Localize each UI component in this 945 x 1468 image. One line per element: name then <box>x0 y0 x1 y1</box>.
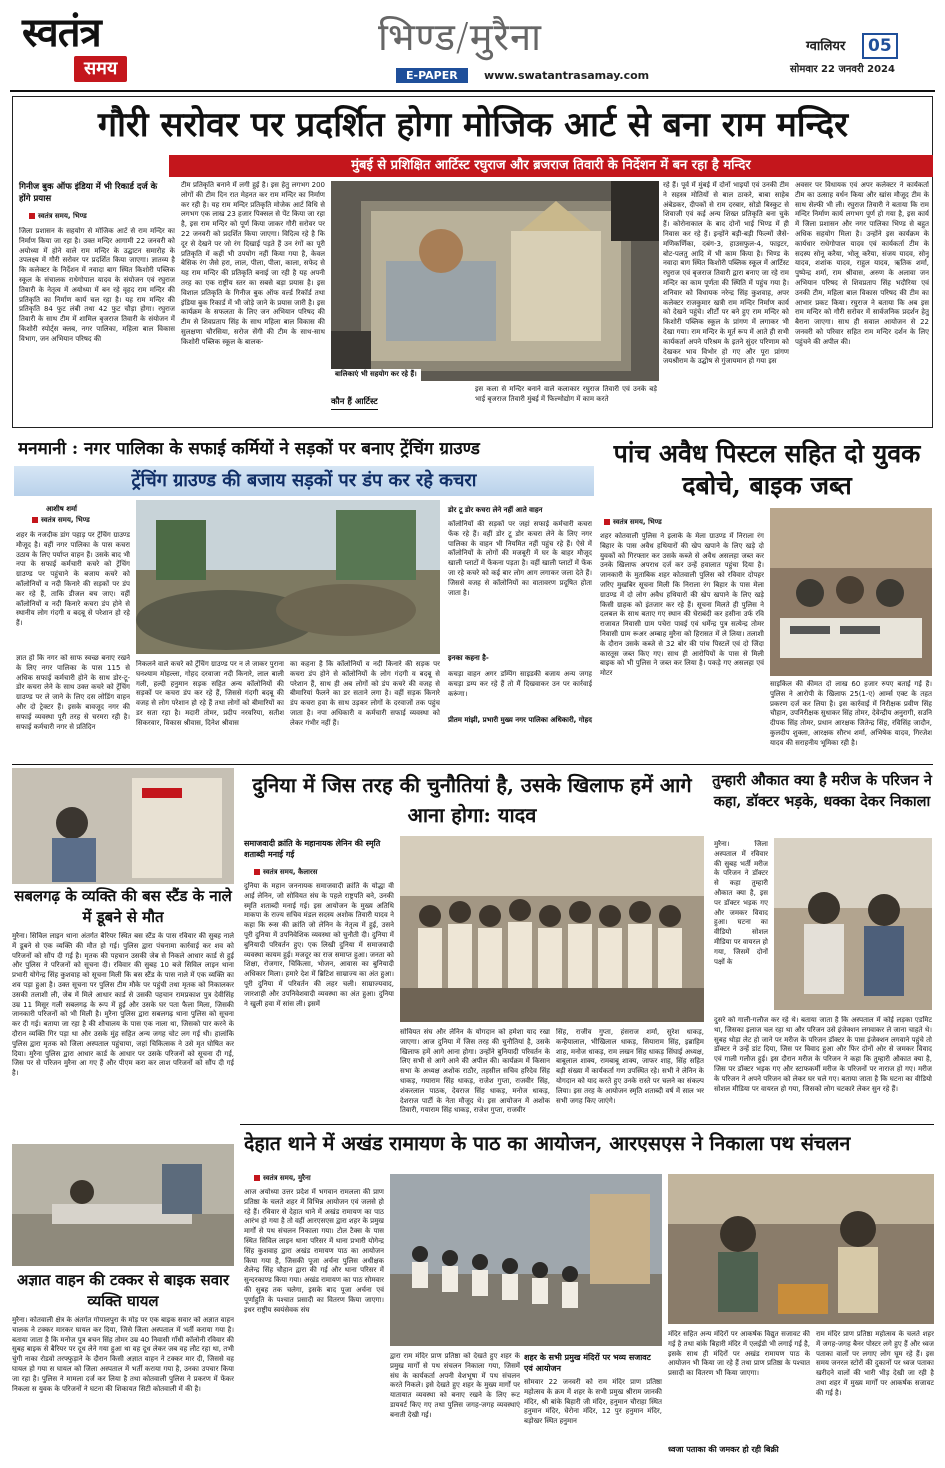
page-number: 05 <box>862 33 898 59</box>
pistol-col1: शहर कोतवाली पुलिस ने इलाके के मेला ग्राउण्ड में निराला रंग बिहार के पास अवैध हथियारों की खेप खपाने के लिए खड़े दो युवकों को गिरफ्तार कर उसके कब्जे से अवैध असलहा जब्त कर उनके खिलाफ अपराध दर्ज कर उन्हें हवालात पहुंचा दिया है। जानकारी के मुताबिक शहर कोतवाली पुलिस को रविवार दोपहर जरिए मुखबिर सूचना मिली कि निराला रंग बिहार के पास मेला ग्राउण्ड में दो लोग अवैध हथियारों की खेप खपाने के लिए खड़े किसी ग्राहक को इंतजार कर रहे हैं। सूचना मिलते ही पुलिस ने दलबल के साथ बताए गए स्थान की घेराबंदी कर हसीना उर्फ रवि राजावत निवासी ग्राम पचेरा पावई एवं धर्मेन्द्र पुत्र सत्येन्द्र तोमर निवासी ग्राम रूअर अम्बाह मुरैना को हिरासत में ले लिया। तलाशी के दौरान उसके कब्जे से 32 बोर की पांच पिस्टलें एवं दो जिंदा कारतूस जब्त किए गए। साथ ही आरोपियों के पास से मिली बाइक को भी पुलिस ने जब्त कर लिया है। पकड़े गए असलहा एवं मोटर <box>600 532 764 678</box>
ramayan-col2: द्वारा राम मंदिर प्राण प्रतिष्ठा को देखते हुए शहर के प्रमुख मार्गों से पथ संचलन निकाला गया, जिसमें संघ के कार्यकर्ता अपनी वेशभूषा में पथ संचलन करते निकले। इसे देखते हुए शहर के मुख्य मार्गों पर यातायात व्यवस्था को बनाए रखने के लिए रूट डायवर्ट किए गए तथा पुलिस जगह-जगह व्यवस्थाएं बनाती देखी गई। <box>390 1352 520 1419</box>
trench-col1b: ज्ञात हो कि नगर को साफ स्वच्छ बनाए रखने के लिए नगर पालिका के पास 115 से अधिक सफाई कर्मचारी होने के साथ डोर-टू-डोर कचरा लेने के साथ उक्त कचरे को ट्रेंचिंग ग्राउण्ड पर ले जाने के लिए दस लोडिंग वाहन और दो ट्रेक्टर हैं। इसके बावजूद नगर की सफाई व्यवस्था पूरी तरह से चरमरा रही है। सफाई कर्मचारी नगर से प्रतिदिन <box>16 654 130 731</box>
ram-mandir-mosaic-image <box>331 181 659 381</box>
ramayan-col3: सोमवार 22 जनवरी को राम मंदिर प्राण प्रतिष्ठा महोत्सव के क्रम में शहर के सभी प्रमुख श्रीराम जानकी मंदिर, श्री बांके बिहारी जी मंदिर, हनुमान चौराहा स्थित हनुमान मंदिर, घेरोना मंदिर, 12 पुर हनुमान मंदिर, बड़ोखर स्थित हनुमान <box>524 1378 662 1426</box>
yadav-col3: सिंह, राजीव गुप्ता, हंसराज शर्मा, सुरेश धाकड़, कन्हैयालाल, भीखिलाल धाकड़, सियाराम सिंह, इब्राहिम शाह, मनोज धाकड़, राम लखन सिंह धाकड़ सिंघाई अध्यक्ष, बाबूलाल शाक्य, रामबाबू शाक्य, जाफर शाह, सिंह सहित बड़ी संख्या में कार्यकर्ता गण उपस्थित रहे। सभी ने लेनिन के योगदान को याद करते हुए उनके रास्ते पर चलने का संकल्प लिया। इस तरह के आयोजन स्मृति शताब्दी वर्ष में साल भर सभी जगह किए जाएंगे। <box>556 1028 704 1105</box>
bus-hospital-photo <box>12 768 234 884</box>
bus-text: मुरैना। सिविल लाइन थाना अंतर्गत बैरियर स्थित बस स्टैंड के पास रविवार की सुबह नाले में डूबने से एक व्यक्ति की मौत हो गई। पुलिस द्वारा पंचनामा कार्रवाई कर शव को परिजनों को सौंप दी गई है। मृतक की पहचान उसकी जेब से निकले आधार कार्ड से हुई और पुलिस ने परिजनों को सूचना दी। रविवार की सुबह 10 बजे सिविल लाइन थाना प्रभारी योगेन्द्र सिंह कुशवाह को सूचना मिली कि बस स्टैंड के पास नाले में एक व्यक्ति का शव पड़ा हुआ है। उक्त सूचना पर पुलिस टीम मौके पर पहुंची तथा मृतक को निकालकर उसकी तलाशी ली, जेब में मिले आधार कार्ड से उसकी पहचान रामप्रकाश पुत्र देवीसिंह उम्र 11 मिसूर गली सबलगढ़ के रूप में हुई और उसके घर पता फैला मिला, जिसकी जानकारी परिजनों को भी मिली है। मुरैना पुलिस द्वारा सबलगढ़ थाना पुलिस को सूचना कर दी गई। बताया जा रहा है की शौचालय के पास एक नाला था, जिसको पार करने के दौरान व्यक्ति गिर पड़ा था और उसके मुंह सहित अन्य जगह चोट लग गई थी। हालांकि पुलिस द्वारा मृतक को जिला अस्पताल पहुंचाया, जहां चिकित्सक ने उसे मृत घोषित कर दिया। मुरैना पुलिस द्वारा आधार कार्ड के आधार पर उसके परिजनों को सूचना दी गई, जिस पर से परिजन मुरैना आ गए हैं और पीएम करा कर लाश परिजनों को सौंप दी गई है। <box>12 932 234 1078</box>
doctor-headline: तुम्हारी औकात क्या है मरीज के परिजन ने कहा, डॉक्टर भड़के, धक्का देकर निकाला <box>712 772 932 810</box>
rss-march-photo <box>390 1174 662 1346</box>
trench-story <box>12 432 596 760</box>
yadav-col1: दुनिया के महान जननायक समाजवादी क्रांति के योद्धा वी आई लेनिन, जो सोवियत संघ के पहले राष्ट्रपति बने, उनकी स्मृति शताब्दी मनाई गई। इस आयोजन के मुख्य अतिथि माकपा के राज्य सचिव मंडल सदस्य अशोक तिवारी यादव ने कहा कि रूस की क्रांति जो लेनिन के नेतृत्व में हुई, उसने पूरी दुनिया में उपनिवेशिक व्यवस्था को चुनौती दी। दुनिया में बुनियादी परिवर्तन हुए। एक लिखी दुनिया में समाजवादी व्यवस्था कायम हुई। मजदूर का राज समाप्त हुआ। जनता को शिक्षा, रोजगार, चिकित्सा, भोजन, आवास का बुनियादी अधिकार मिला। हमारे देश में ब्रिटिश साम्राज्य का अंत हुआ। पूरी दुनिया में परिवर्तन की लहर चली। साम्राज्यवाद, जारशाही और उपनिवेशवादी व्यवस्था का अंत हुआ। दुनिया ने खुली हवा में सांस ली। इसमें <box>244 882 394 1008</box>
lead-headline: गौरी सरोवर पर प्रदर्शित होगा मोजिक आर्ट से बना राम मन्दिर <box>97 105 849 145</box>
doctor-text: दुसरे को गाली-गलौज कर रहे थे। बताया जाता है कि अस्पताल में कोई लड़का एडमिट था, जिसका इलाज चल रहा था और परिजन उसे इंजेक्शन लगवाकर ले जाना चाहते थे। सुबह थोड़ा लेट हो जाने पर मरीज के परिजन डॉक्टर के पास इंजेक्शन लगवाने पहुंचे तो डॉक्टर ने उन्हें डांट दिया, जिस पर विवाद हुआ और फिर दोनों ओर से जमकर विवाद एवं गाली गलौज हुई। इस दौरान मरीज के परिजन ने कहा कि तुम्हारी औकात क्या है, जिस पर डॉक्टर भड़क गए और स्टाफकर्मी मरीज के परिजनों पर नाराज हो गए। मरीज के परिजन ने अपने परिजन को लेकर घर चले गए। बताया जाता है कि घटना का वीडियो सोशल मीडिया पर वायरल हो गया, जिसको लोग चटकारे लेकर सुन रहे हैं। <box>714 1016 932 1093</box>
yadav-group-photo <box>400 836 704 1022</box>
ramayan-kicker2: शहर के सभी प्रमुख मंदिरों पर भव्य सजावट एवं आयोजन <box>524 1353 651 1373</box>
issue-date: सोमवार 22 जनवरी 2024 <box>790 64 895 75</box>
police-press-icon <box>770 508 932 676</box>
artist-head: कौन हैं आर्टिस्ट <box>331 397 378 410</box>
garbage-photo <box>136 500 440 654</box>
pistol-byline: स्वतंत्र समय, भिण्ड <box>604 518 662 528</box>
city-label: ग्वालियर <box>806 39 846 54</box>
yadav-byline: स्वतंत्र समय, कैलारस <box>254 868 318 878</box>
pistol-col2: साइकिल की कीमत दो लाख 60 हजार रुपए बताई गई है। पुलिस ने आरोपी के खिलाफ 25(1-ए) आर्म्स एक्ट के तहत प्रकरण दर्ज कर लिया है। इस कार्रवाई में निरीक्षक प्रवीण सिंह चौहान, उपनिरीक्षक सुधाकर सिंह तोमर, देवेन्द्रीय अनुरागी, सउनि दीपक सिंह तोमर, प्रधान आरक्षक जितेन्द्र सिंह, रविसिंह जादौन, कुलदीप शुक्ला, आरक्षक सौरभ शर्मा, अभिषेक यादव, गिरजेश यादव की सराहनीय भूमिका रही है। <box>770 680 932 747</box>
lead-col4: रहे हैं। पूर्व में मुंबई में दोनों भाइयों एवं उनकी टीम ने सहस्त्र मोतियों से बाल ठाकरे, बाबा साहेब अंबेडकर, दीपकों से राम दरबार, सोडो बिस्कुट से शिवाजी एवं कई अन्य शिख्त प्रतिकृति बना चुके हैं। कोरोनाकाल के बाद दोनों भाई भिण्ड में ही निवास कर रहे हैं। इन्होंने बड़ी-बड़ी फिल्मों जैसे- मणिकर्णिका, दबंग-3, हाउसफुल-4, फाइटर, बोट-पलतु आदि में भी काम किया है। भिण्ड के नवादा बाग स्थित किशोरी पब्लिक स्कूल में आर्टिस्ट रघुराज एवं बृजराज तिवारी द्वारा बनाए जा रहे राम मन्दिर का काम पूर्णता की स्थिति में पहुंच गया है। शनिवार को विधायक नरेन्द्र सिंह कुशवाह, अपर कलेक्टर राजकुमार खत्री राम मन्दिर निर्माण कार्य को देखने पहुंचे। शीर्टों पर बने हुए राम मन्दिर को किशोरी पब्लिक स्कूल के प्रांगण में लगाकर भी देखा गया। राम मन्दिर के मूर्त रूप में आते ही सभी कार्यकर्ता अपने परिश्रम के इतने सुंदर परिणाम को देखकर भाव विभोर हो गए और पूरा प्रांगण जयश्रीराम के उद्घोष से गुंजायमान हो गया इस <box>663 181 789 366</box>
police-press-photo <box>770 508 932 676</box>
trench-byline: स्वतंत्र समय, भिण्ड <box>32 516 90 526</box>
lead-col1: जिला प्रशासन के सहयोग से मोजिक आर्ट से राम मन्दिर का निर्माण किया जा रहा है। उक्त मन्दिर आगामी 22 जनवरी को अयोध्या में होने वाले राम मन्दिर के उद्घाटन समारोह के उपलक्ष्य में गौरी सरोवर पर प्रदर्शित किया जाएगा। ज्ञातव्य है कि कलेक्टर के निर्देशन में नवादा बाग स्थित किशोरी पब्लिक स्कूल के संचालक राधेगोपाल यादव के संयोजन एवं रघुराज तिवारी के नेतृत्व में अयोध्या में बन रहे वृहद राम मन्दिर की प्रतिकृति का निर्माण कार्य चल रहा है। यह राम मन्दिर की प्रतिकृति 84 फुट लंबी तथा 42 फुट चौड़ा होगा। रघुराज तिवारी के साथ टीम में शामिल बृजराज तिवारी के संयोजन में किशोरी स्पोर्ट्स क्लब, नगर पालिका, महिला बाल विकास विभाग, जन अभियान परिषद की <box>19 227 175 343</box>
garbage-dump-icon <box>136 500 440 654</box>
yadav-story <box>240 768 704 1140</box>
ramayan-story <box>240 1126 934 1464</box>
bus-headline: सबलगढ़ के व्यक्ति की बस स्टैंड के नाले में डूबने से मौत <box>14 887 232 926</box>
mosaic-caption: बालिकाएं भी सहयोग कर रहे हैं। <box>331 369 421 381</box>
trench-col4: कॉलोनियों की सड़कों पर जहां सफाई कर्मचारी कचरा फेंक रहे हैं। वहीं डोर टू डोर कचरा लेने के लिए नगर पालिका के वाहन भी नियमित नहीं पहुंच रहे हैं। ऐसे में कॉलोनियों के लोगों की मजबूरी में घर के बाहर मौजूद खाली प्लाटों में फेंकना पड़ता है। वहीं खाली प्लाटों में फेंक जा रहे कचरे को कई बार लोग आग लगाकर जला देते हैं। जिससे वजह से कॉलोनियों का वातावरण प्रदूषित होता जाता है। <box>448 520 592 597</box>
accident-headline: अज्ञात वाहन की टक्कर से बाइक सवार व्यक्ति घायल <box>16 1271 230 1310</box>
logo-top: स्वतंत्र <box>22 9 101 56</box>
doctor-video-photo <box>774 838 932 1010</box>
trench-subheadline: ट्रेंचिंग ग्राउण्ड की बजाय सड़कों पर डंप कर रहे कचरा <box>14 466 594 496</box>
lead-story <box>12 96 933 428</box>
yadav-headline: दुनिया में जिस तरह की चुनौतियां है, उसके खिलाफ हमें आगे आना होगा: यादव <box>252 773 692 827</box>
trench-col2: निकलने वाले कचरे को ट्रेंचिंग ग्राउण्ड पर न ले जाकर पुराना घनश्याम मोहल्ला, गोहद दरवाजा नदी किनारे, लाल बाली गली, हल्दी हनुमान सड़क सहित अन्य कॉलोनियों की सड़कों पर कचरा डंप कर रहे हैं, जिससे गंदगी बदबू की वजह से लोग परेशान हो रहे हैं तथा लोगों को बीमारियों का डर सता रहा है। मदारी तोमर, प्रदीप नरवरिया, सतीश सिकरवार, विकास श्रीवास, दिनेश श्रीवास <box>136 660 284 727</box>
doctor-text-narrow: मुरैना। जिला अस्पताल में रविवार की सुबह भर्ती मरीज के परिजन ने डॉक्टर से कहा तुम्हारी औकात क्या है, इस पर डॉक्टर भड़क गए और जमकर विवाद हुआ। घटना का वीडियो सोशल मीडिया पर वायरल हो गया, जिसमें दोनों पक्षों के <box>714 840 768 966</box>
lead-under-img: इस कला से मन्दिर बनाने वाले कलाकार रघुराज तिवारी एवं उनके बड़े भाई बृजराज तिवारी मुंबई में फिल्मोद्योग में काम करते <box>475 385 657 403</box>
trench-col1: शहर के नजदीक डांग पहाड़ पर ट्रेंचिंग ग्राउण्ड मौजूद है। वहीं नगर पालिका के पास कचरा उठाव के लिए पर्याप्त वाहन हैं। उसके बाद भी नपा के सफाई कर्मचारी कचरे को ट्रेंचिंग ग्राउण्ड पर पहुंचाने के बजाय कचरे को कॉलोनियों व नदी किनारे की सड़कों पर डंप कर रहे हैं, ताकि डीजल बच जाए। वहीं कॉलोनियों व नदी किनारे कचरा डंप होने से स्थानीय लोग गंदगी व बदबू से परेशान हो रहे हैं। <box>16 531 130 628</box>
march-photo-icon <box>390 1174 662 1346</box>
accident-text: मुरैना। कोतवाली क्षेत्र के अंतर्गत गोपालपुरा के मोड़ पर एक बाइक सवार को अज्ञात वाहन चालक ने टक्कर मारकर घायल कर दिया, जिसे जिला अस्पताल में भर्ती कराया गया है। बताया जाता है कि मनोज पुत्र बचन सिंह तोमर उम्र 40 निवासी गाँधी कॉलोनी रविवार की सुबह बाइक से बैरियर पर दूध लेने गया हुआ था वह दूध लेकर जब वह लौट रहा था, तभी चुंगी नाका रोडवो तरफ्फुड़ाने के दौरान किसी अज्ञात वाहन ने टक्कर मार दी, जिससे वह घायल हो गया स घायल को जिला अस्पताल में भर्ती कराया गया है, उनका उपचार किया जा रहा है। पुलिस ने मामला दर्ज कर लिया है तथा कोतवाली पुलिस ने प्रकरण में फेंकर निकला स युवक के परिजनों ने घटना की शिकायत सिटी कोतवाली में की है। <box>12 1316 234 1393</box>
bus-story <box>12 768 234 1140</box>
yadav-kicker: समाजवादी क्रांति के महानायक लेनिन की स्मृति शताब्दी मनाई गई <box>244 839 381 859</box>
doctor-story <box>710 768 934 1140</box>
trench-headline: मनमानी : नगर पालिका के सफाई कर्मियों ने सड़कों पर बनाए ट्रेंचिंग ग्राउण्ड <box>18 439 480 459</box>
hospital-photo-icon <box>12 768 234 884</box>
ramayan-col5: राम मंदिर प्राण प्रतिष्ठा महोत्सव के चलते शहर में जगह-जगह बैनर पोस्टर लगे हुए हैं और ध्वज पताका वालों पर लगाए लोग घूम रहे हैं। इस समय जनरल स्टोरों की दुकानों पर ध्वज पताका खरीदने वालों की भारी भीड़ देखी जा रही है तथा शहर में मुख्य मार्गों पर आकर्षक सजावट की गई है। <box>816 1330 934 1397</box>
lead-subheadline: मुंबई से प्रशिक्षित आर्टिस्ट रघुराज और ब्रजराज तिवारी के निर्देशन में बन रहा है मन्दिर <box>169 155 933 177</box>
lead-col5: अवसर पर विधायक एवं अपर कलेक्टर ने कार्यकर्ता टीम का उत्साह वर्धन किया और खांस मौजूद टीम के साथ सेल्फी भी ली। रघुराज तिवारी ने बताया कि राम मन्दिर निर्माण कार्य लगभग पूर्ण हो गया है, इस कार्य में जिला प्रशासन और नगर पालिका भिण्ड से बहुत अधिक सहयोग मिला है। उन्होंने इस कार्यक्रम के कार्यधार राधेगोपाल यादव एवं कार्यकर्ता टीम के सदस्य सोनू करैया, भोलू करैया, संजय यादव, सोनू यादव, शशांक यादव, राहुल यादव, ऋतिक शर्मा, पुष्पेन्द्र शर्मा, राम श्रीवास, अरुण के अलावा जन अभियान परिषद से शिवप्रताप सिंह भदौरिया एवं उनकी टीम, महिला बाल विकास परिषद की टीम का आभार प्रकट किया। रघुराज ने बताया कि अब इस राम मन्दिर को गौरी सरोवर में सार्वजनिक प्रदर्शन हेतु बैराना जाएगा। साथ ही सवाल आयोजन से 22 जनवरी को परिवार सहित राम मन्दिर दर्शन के लिए पहुंचने की अपील की। <box>795 181 929 346</box>
logo-bottom: समय <box>74 56 127 82</box>
lead-byline: स्वतंत्र समय, भिण्ड <box>29 212 87 222</box>
trench-col4-head: डोर टू डोर कचरा लेने नहीं आते वाहन <box>448 506 543 514</box>
epaper-tag: E-PAPER <box>396 68 468 83</box>
trench-quote: कचड़ा वाहन अगर डम्पिंग साइडकी बजाय अन्य जगह कचड़ा डम्प कर रहे हैं तो मैं दिखवाकर उन पर कार्रवाई करूंगा। <box>448 670 592 698</box>
ramayan-col4: मंदिर सहित अन्य मंदिरों पर आकर्षक विद्युत सजावट की गई है तथा बांके बिहारी मंदिर में एलईडी भी लगाई गई है, इसके साथ ही मंदिरों पर अखंड रामायण पाठ के आयोजन भी किया जा रहे हैं तथा प्राण प्रतिष्ठा के पश्चात प्रसादी का वितरण भी किया जाएगा। <box>668 1330 810 1378</box>
accident-story <box>12 1144 234 1464</box>
ramayan-col1: आज अयोध्या उत्तर प्रदेश में भगवान रामलला की प्राण प्रतिष्ठा के चलते शहर में विभिन्न आयोजन एवं जलसे हो रहे हैं। रविवार से देहात थाने में अखंड रामायण का पाठ आरंभ हो गया है तो वहीं आरएसएस द्वारा शहर के प्रमुख मार्गों से पथ संचलन निकाला गया। टोल टैक्स के पास स्थित सिविल लाइन थाना परिसर में थाना प्रभारी योगेन्द्र सिंह कुशवाह द्वारा अखंड रामायण पाठ का आयोजन किया गया है, जिसकी पूजा अर्चना पुलिस अधीक्षक शैलेन्द्र सिंह चौहान द्वारा की गई और थाना परिसर में सुन्दरकाण्ड किया गया। अखंड रामायण का पाठ सोमवार की सुबह तक चलेगा, इसके बाद पूजा अर्चना एवं पूर्णाहुति के पश्चात प्रसादी का वितरण किया जाएगा। इधर राष्ट्रीय स्वयंसेवक संघ <box>244 1188 384 1314</box>
ramayan-byline: स्वतंत्र समय, मुरैना <box>254 1174 311 1184</box>
lead-side-head: गिनीज बुक ऑफ इंडिया में भी रिकार्ड दर्ज के होंगे प्रयास <box>19 182 158 204</box>
yadav-col2: सोवियत संघ और लेनिन के योगदान को हमेशा याद रखा जाएगा। आज दुनिया में जिस तरह की चुनौतियां है, उसके खिलाफ हमें आगे आना होगा। उन्होंने बुनियादी परिवर्तन के लिए सभी से आगे आने की अपील की। कार्यक्रम में किसान सभा के अध्यक्ष अशोक राठौर, तहसील सचिव हरिदेव सिंह धाकड़, गयाराम सिंह धाकड़, राजेश गुप्ता, राजवीर सिंह, शंकरलाल पाठक, देवराज सिंह धाकड़, मनोज धाकड़, देशराज पार्टी के नेता मौजूद थे। इस आयोजन में अशोक तिवारी, गयाराम सिंह धाकड़, राजेश गुप्ता, राजवीर <box>400 1028 550 1115</box>
edition-title: भिण्ड/मुरैना <box>378 15 542 59</box>
temple-worship-photo <box>668 1174 934 1324</box>
lead-col2: टीम प्रतिकृति बनाने में लगी हुई है। इस हेतु लगभग 200 लोगों की टीम दिन रात मेहनत कर राम मन्दिर का निर्माण कर रही है। यह राम मन्दिर प्रतिकृति मोजेक आर्ट विधि से लगभग एक लाख 23 हजार पिक्सल से पेंट किया जा रहा है, इस राम मन्दिर को पूर्ण किया जाकर गौरी सरोवर पर 22 जनवरी को प्रदर्शित किया जाएगा। विदित्व रहे है कि दूर से देखने पर जो रंग दिखाई पड़ते हैं उन रंगों का पूरी प्रतिकृति में कहीं भी उपयोग नहीं किया गया है, केवल बेसिक रंग जैसे हरा, लाल, पीला, पीला, काला, सफेद से यह राम मन्दिर की प्रतिकृति बनाई जा रही है यह अपनी तरह का एक राष्ट्रीय स्तर का सबसे बड़ा प्रयास है। इस विशाल प्रतिकृति के गिनीज बुक ऑफ वर्ल्ड रिकॉर्ड तथा इंडिया बुक रिकार्ड में भी जोड़े जाने के प्रयास जारी है। इस कार्यक्रम के सफलता के लिए जन अभियान परिषद की टीम से शिवप्रताप सिंह के साथ महिला बाल विकास की सुलक्षणा चौरसिया, सरोज सेंगी की टीम के साथ-साथ किशोरी पब्लिक स्कूल के बालक- <box>181 181 325 346</box>
pistol-headline: पांच अवैध पिस्टल सहित दो युवक दबोचे, बाइक जब्त <box>613 439 921 500</box>
stretcher-photo-icon <box>12 1144 234 1266</box>
group-photo-icon <box>400 836 704 1022</box>
website[interactable]: www.swatantrasamay.com <box>484 69 650 82</box>
mosaic-photo-icon <box>331 181 659 381</box>
masthead <box>0 0 945 92</box>
doctor-photo-icon <box>774 838 932 1010</box>
trench-quote-by: प्रीतम मांझी, प्रभारी मुख्य नगर पालिका अधिकारी, गोहद <box>448 716 592 724</box>
trench-quote-head: इनका कहना है- <box>448 654 489 662</box>
logo <box>22 9 160 86</box>
ramayan-flag-head: ध्वजा पताका की जमकर हो रही बिक्री <box>668 1445 779 1454</box>
trench-col3: का कहना है कि कॉलोनियों व नदी किनारे की सड़क पर कचरा डंप होने से कॉलोनियों के लोग गंदगी व बदबू से परेशान हैं, साथ ही अब लोगों को डंप कचरे की वजह से बीमारियां फैलने का डर सताने लगा है। वहीं सड़क किनारे डंप कचरा हवा के साथ उड़कर लोगों के दरवाजों तक पहुंच जाता है। नपा अधिकारी व कर्मचारी सफाई व्यवस्था को लेकर गंभीर नहीं हैं। <box>290 660 440 727</box>
pistol-story <box>598 432 934 760</box>
ramayan-headline: देहात थाने में अखंड रामायण के पाठ का आयोजन, आरएसएस ने निकाला पथ संचलन <box>244 1132 851 1155</box>
trench-reporter: आशीष शर्मा <box>46 505 77 513</box>
worship-photo-icon <box>668 1174 934 1324</box>
accident-photo <box>12 1144 234 1266</box>
